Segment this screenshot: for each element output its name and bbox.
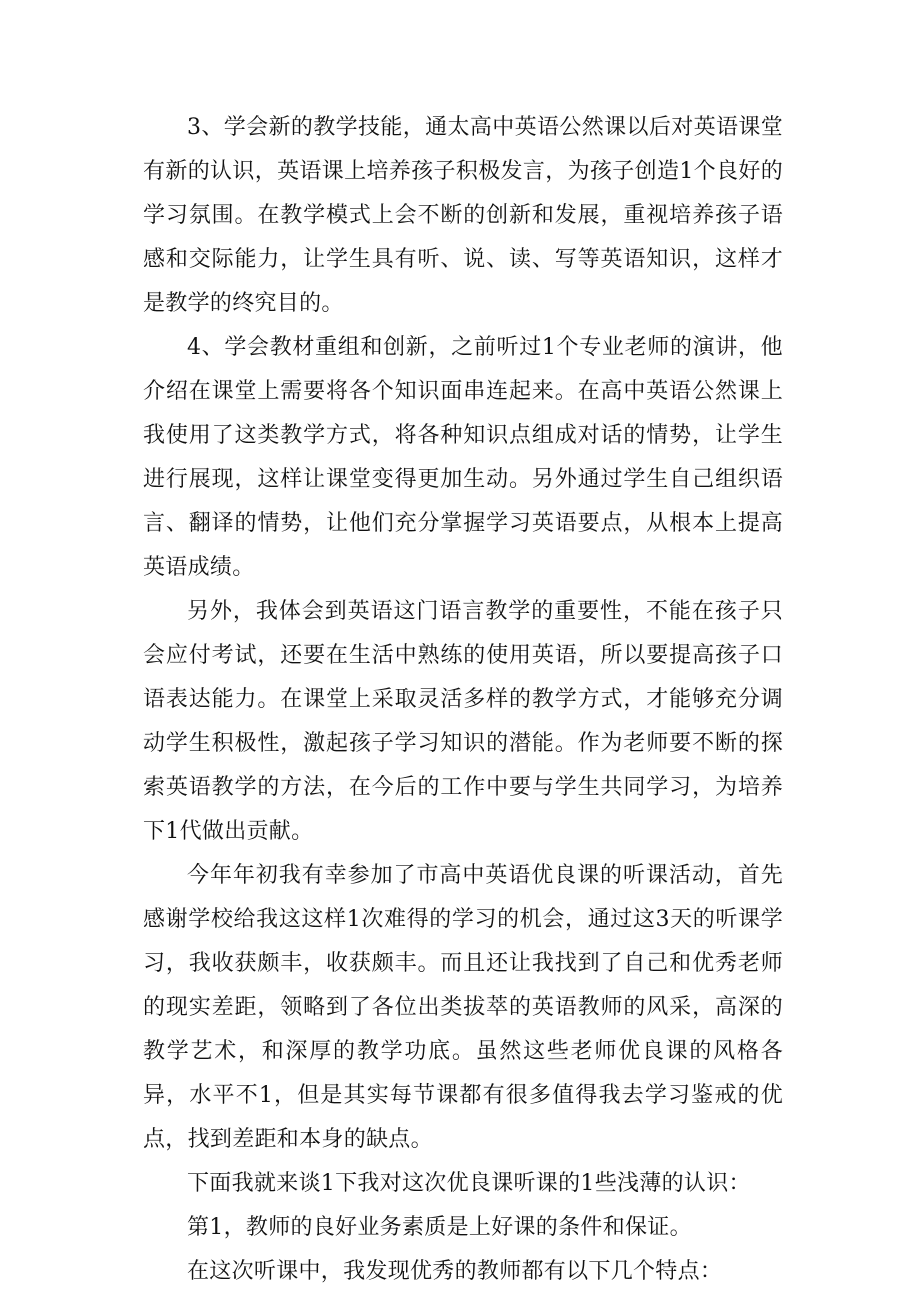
document-body	[143, 106, 783, 1294]
paragraph-intro-thoughts: 下面我就来谈1下我对这次优良课听课的1些浅薄的认识：	[187, 1171, 751, 1196]
paragraph-point-one: 第1，教师的良好业务素质是上好课的条件和保证。	[187, 1215, 692, 1240]
paragraph-skills: 3、学会新的教学技能，通太高中英语公然课以后对英语课堂有新的认识，英语课上培养孩子积极发言，为孩子创造1个良好的学习氛围。在教学模式上会不断的创新和发展，重视培养孩子语感和交际能力，让学生具有听、说、读、写等英语知识，这样才是教学的终究目的。	[143, 115, 783, 316]
paragraph-importance: 另外，我体会到英语这门语言教学的重要性，不能在孩子只会应付考试，还要在生活中熟练的使用英语，所以要提高孩子口语表达能力。在课堂上采取灵活多样的教学方式，才能够充分调动学生积极性，激起孩子学习知识的潜能。作为老师要不断的探索英语教学的方法，在今后的工作中要与学生共同学习，为培养下1代做出贡献。	[143, 599, 783, 844]
paragraph-features: 在这次听课中，我发现优秀的教师都有以下几个特点：	[187, 1259, 723, 1284]
paragraph-textbook: 4、学会教材重组和创新，之前听过1个专业老师的演讲，他介绍在课堂上需要将各个知识面串连起来。在高中英语公然课上我使用了这类教学方式，将各种知识点组成对话的情势，让学生进行展现，这样让课堂变得更加生动。另外通过学生自己组织语言、翻译的情势，让他们充分掌握学习英语要点，从根本上提高英语成绩。	[143, 335, 783, 580]
paragraph-lesson-activity: 今年年初我有幸参加了市高中英语优良课的听课活动，首先感谢学校给我这这样1次难得的学习的机会，通过这3天的听课学习，我收获颇丰，收获颇丰。而且还让我找到了自己和优秀老师的现实差距，领略到了各位出类拔萃的英语教师的风采，高深的教学艺术，和深厚的教学功底。虽然这些老师优良课的风格各异，水平不1，但是其实每节课都有很多值得我去学习鉴戒的优点，找到差距和本身的缺点。	[143, 863, 783, 1152]
